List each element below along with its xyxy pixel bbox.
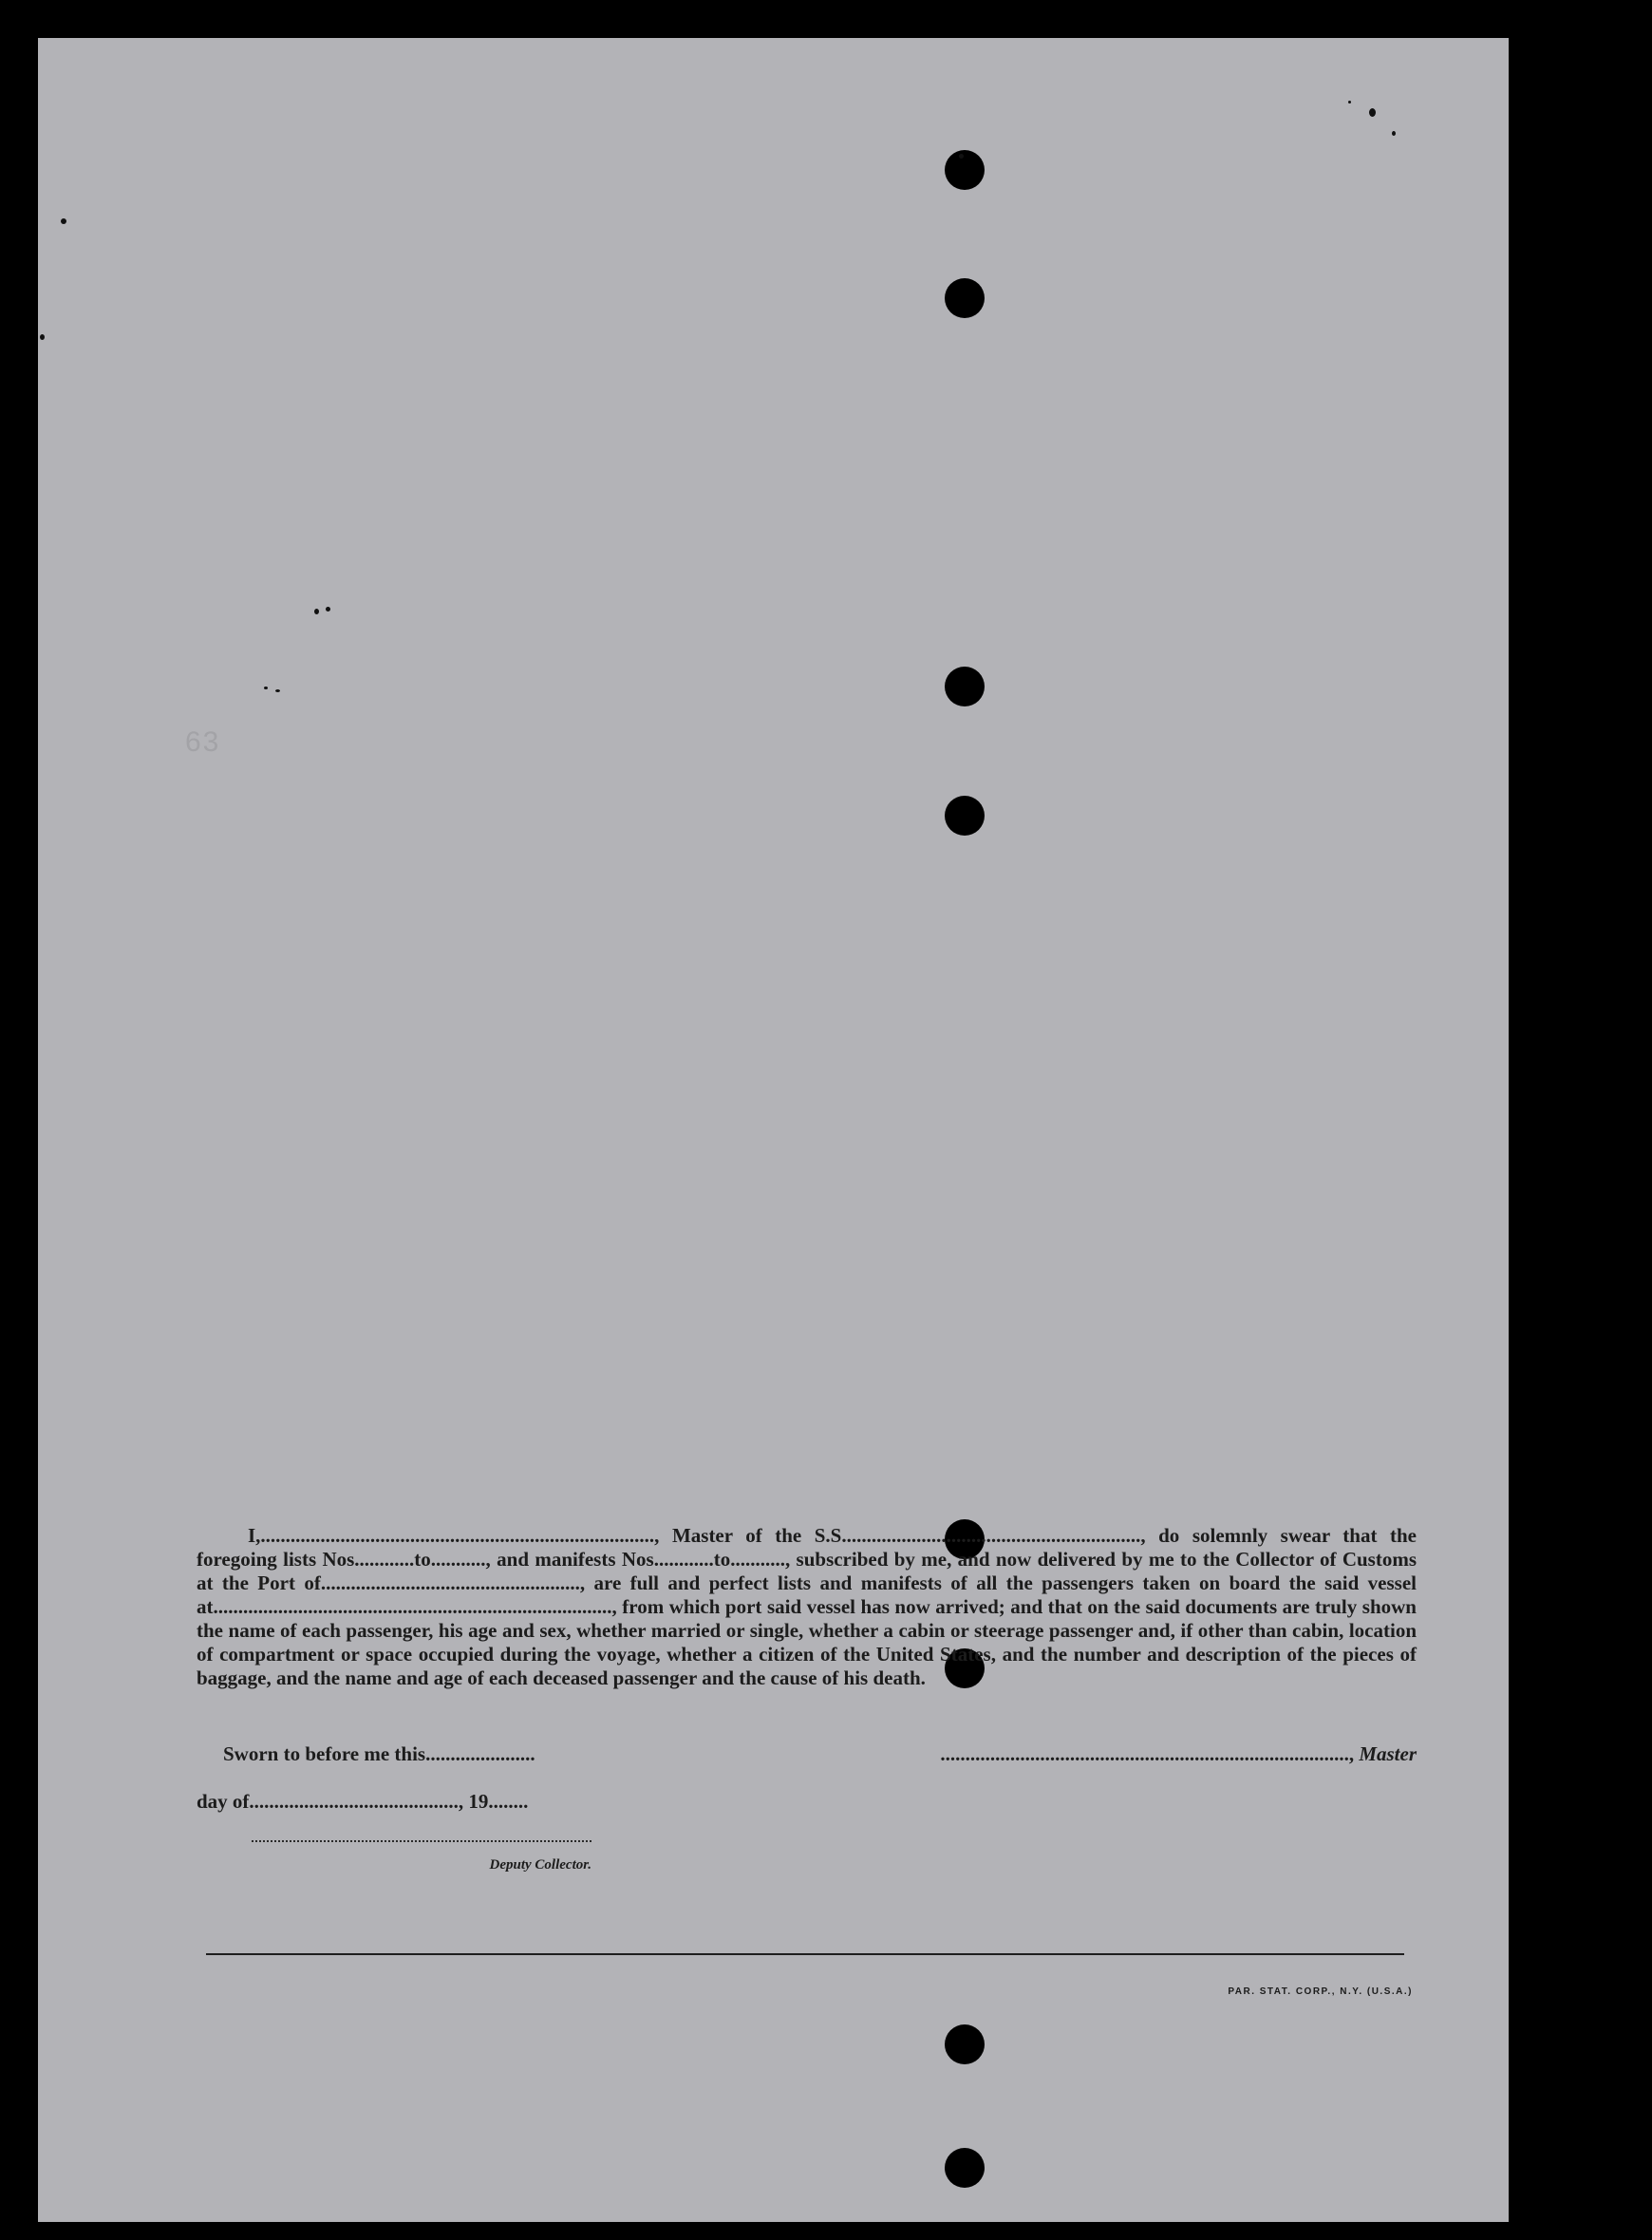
punch-hole (945, 2148, 985, 2188)
punch-hole (945, 796, 985, 836)
ink-speck (275, 689, 280, 692)
deputy-collector-label: Deputy Collector. (489, 1857, 591, 1873)
punch-hole (945, 150, 985, 190)
ink-speck (1348, 101, 1351, 104)
master-label: Master (1359, 1742, 1417, 1765)
ink-speck (264, 687, 268, 689)
sworn-line: Sworn to before me this...................... (223, 1742, 535, 1765)
punch-hole (945, 2024, 985, 2064)
ink-speck (1369, 108, 1376, 117)
document-page (38, 38, 1509, 2222)
ink-speck (314, 609, 319, 614)
faint-stamp-mark: 63 (185, 726, 221, 758)
footer-rule (206, 1953, 1404, 1955)
ink-speck (40, 334, 45, 340)
ink-speck (1392, 131, 1396, 136)
ink-speck (959, 154, 964, 159)
ink-speck (61, 218, 66, 224)
ink-speck (326, 607, 330, 612)
master-signature-dots: .................................................................................., (940, 1742, 1355, 1765)
master-signature-line (923, 1742, 1417, 1766)
deputy-signature-line (252, 1840, 591, 1842)
day-of-line: day of.........................................., 19........ (197, 1790, 529, 1813)
punch-hole (945, 667, 985, 706)
oath-statement: I,..............................................................................., Master of the S.S............................................................, do solemnly swear that the foregoing lists Nos............to..........., and manifests Nos............to..........., subscribed by me, and now delivered by me to the Collector of Customs at the Port of...................................................., are full and perfect lists and manifests of all the passengers taken on board the said vessel at................................................................................, from which port said vessel has now arrived; and that on the said documents are truly shown the name of each passenger, his age and sex, whether married or single, whether a cabin or steerage passenger and, if other than cabin, location of compartment or space occupied during the voyage, whether a citizen of the United States, and the number and description of the pieces of baggage, and the name and age of each deceased passenger and the cause of his death. (197, 1524, 1417, 1689)
printer-credit: PAR. STAT. CORP., N.Y. (U.S.A.) (1228, 1986, 1413, 1997)
punch-hole (945, 278, 985, 318)
